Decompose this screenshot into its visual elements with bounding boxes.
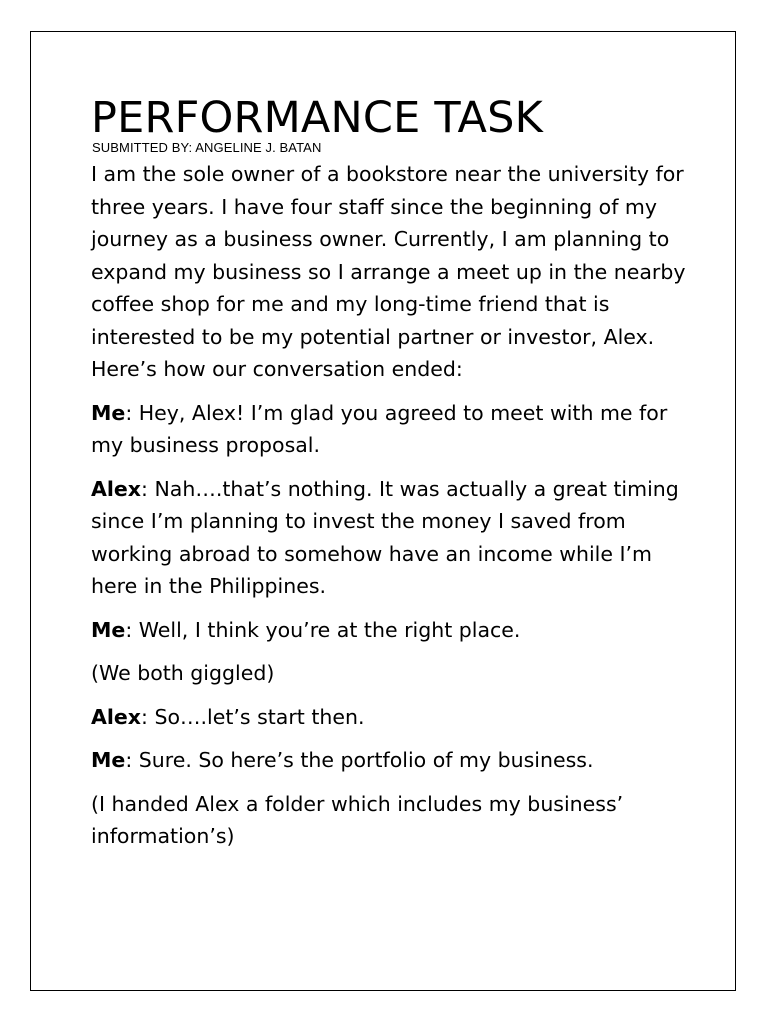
dialogue-text: : Hey, Alex! I’m glad you agreed to meet with me for my business proposal. bbox=[91, 400, 668, 457]
dialogue-line bbox=[91, 614, 691, 647]
dialogue-text: : So….let’s start then. bbox=[141, 704, 365, 729]
speaker-name: Me bbox=[91, 400, 126, 425]
dialogue-text: : Well, I think you’re at the right place. bbox=[125, 617, 521, 642]
speaker-name: Alex bbox=[91, 476, 142, 501]
dialogue-text: (We both giggled) bbox=[91, 661, 275, 685]
dialogue-line bbox=[91, 473, 691, 603]
dialogue-text: : Sure. So here’s the portfolio of my business. bbox=[125, 748, 594, 772]
document-title: PERFORMANCE TASK bbox=[91, 93, 544, 143]
dialogue-line bbox=[91, 744, 691, 777]
submitted-by: SUBMITTED BY: ANGELINE J. BATAN bbox=[92, 140, 322, 155]
intro-paragraph: I am the sole owner of a bookstore near the university for three years. I have four staff since the beginning of my journey as a business owner. Currently, I am planning to expand my business so I arrange a meet up in the nearby coffee shop for me and my long-time friend that is interested to be my potential partner or investor, Alex. Here’s how our conversation ended: bbox=[91, 162, 686, 381]
dialogue-text: : Nah….that’s nothing. It was actually a great timing since I’m planning to invest the money I saved from working abroad to somehow have an income while I’m here in the Philippines. bbox=[91, 476, 679, 598]
dialogue-line bbox=[91, 701, 691, 734]
speaker-name: Me bbox=[91, 748, 126, 772]
speaker-name: Alex bbox=[91, 704, 142, 729]
dialogue-line bbox=[91, 397, 691, 462]
stage-direction bbox=[91, 788, 691, 853]
document-body bbox=[91, 92, 691, 853]
dialogue-text: (I handed Alex a folder which includes my business’ information’s) bbox=[91, 791, 624, 848]
speaker-name: Me bbox=[91, 617, 126, 642]
stage-direction bbox=[91, 657, 691, 690]
